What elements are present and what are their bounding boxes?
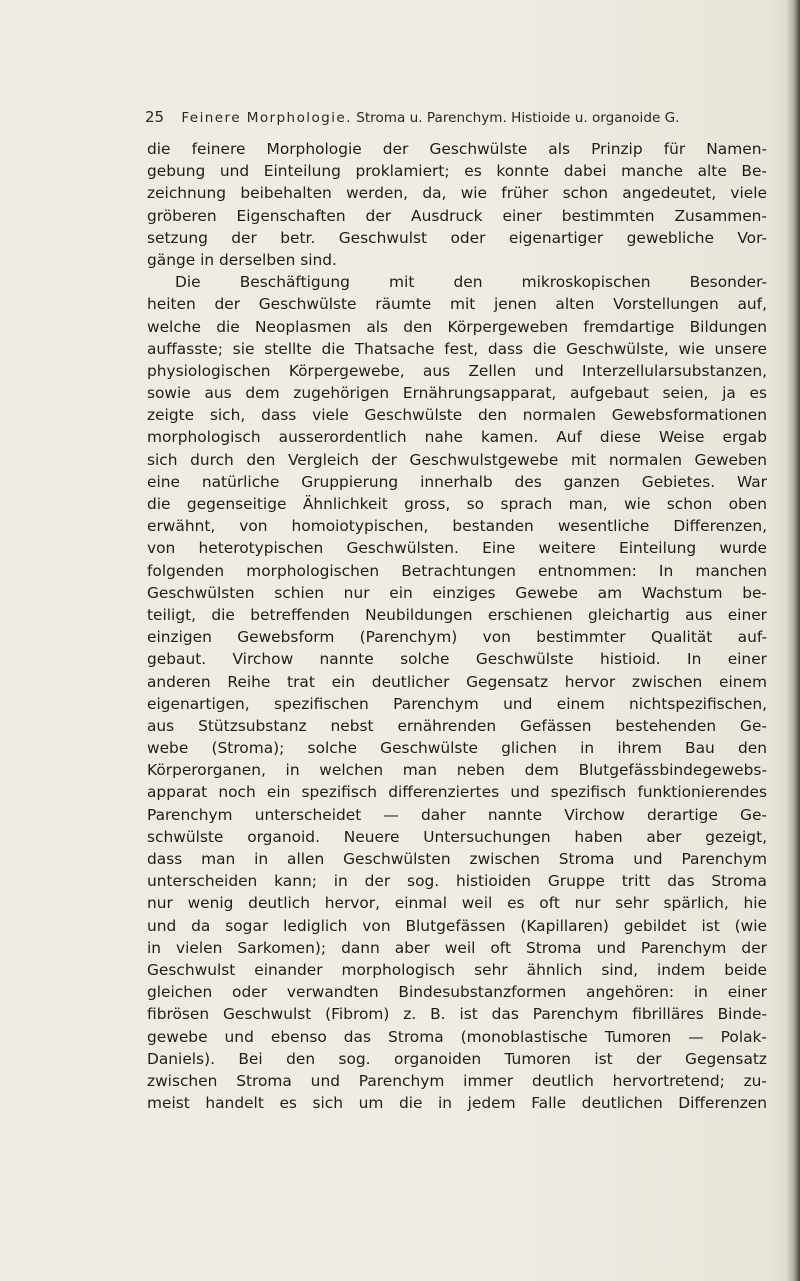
text-line: schwülste organoid. Neuere Untersuchungen haben aber gezeigt, <box>147 827 767 846</box>
text-line: gänge in derselben sind. <box>147 250 337 269</box>
text-line: welche die Neoplasmen als den Körpergeweben fremdartige Bildungen <box>147 317 767 336</box>
text-line: Geschwulst einander morphologisch sehr ähnlich sind, indem beide <box>147 960 767 979</box>
text-line: teiligt, die betreffenden Neubildungen erschienen gleichartig aus einer <box>147 605 767 624</box>
text-line: dass man in allen Geschwülsten zwischen Stroma und Parenchym <box>147 850 767 868</box>
text-line: fibrösen Geschwulst (Fibrom) z. B. ist das Parenchym fibrilläres Binde- <box>147 1005 767 1024</box>
text-line: zwischen Stroma und Parenchym immer deutlich hervortretend; zu- <box>147 1071 767 1090</box>
text-line: in vielen Sarkomen); dann aber weil oft Stroma und Parenchym der <box>147 938 767 957</box>
running-head-title: Stroma u. Parenchym. Histioide u. organoide G. <box>356 110 680 126</box>
text-line: setzung der betr. Geschwulst oder eigenartiger gewebliche Vor- <box>147 228 767 247</box>
text-line: zeigte sich, dass viele Geschwülste den normalen Gewebsformationen <box>147 406 767 425</box>
text-line: zeichnung beibehalten werden, da, wie früher schon angedeutet, viele <box>147 184 767 203</box>
text-line: heiten der Geschwülste räumte mit jenen alten Vorstellungen auf, <box>147 295 767 314</box>
text-line: gewebe und ebenso das Stroma (monoblastische Tumoren — Polak- <box>147 1027 767 1046</box>
text-line: sich durch den Vergleich der Geschwulstgewebe mit normalen Geweben <box>147 450 767 469</box>
text-line: meist handelt es sich um die in jedem Falle deutlichen Differenzen <box>147 1094 767 1113</box>
text-line: auffasste; sie stellte die Thatsache fest, dass die Geschwülste, wie unsere <box>147 339 767 358</box>
text-line: nur wenig deutlich hervor, einmal weil es oft nur sehr spärlich, hie <box>147 894 767 913</box>
running-head <box>145 108 785 126</box>
text-line: erwähnt, von homoiotypischen, bestanden wesentliche Differenzen, <box>147 517 767 536</box>
running-head-spaced-title: Feinere Morphologie. <box>181 110 352 126</box>
page-number: 25 <box>145 108 165 126</box>
text-line: folgenden morphologischen Betrachtungen entnommen: In manchen <box>147 561 767 580</box>
text-line: Körperorganen, in welchen man neben dem Blutgefässbindegewebs- <box>147 761 767 780</box>
text-line: anderen Reihe trat ein deutlicher Gegensatz hervor zwischen einem <box>147 672 767 691</box>
page-edge-shadow <box>786 0 800 1281</box>
text-line: Daniels). Bei den sog. organoiden Tumoren ist der Gegensatz <box>147 1049 767 1068</box>
body-text <box>147 138 767 1114</box>
text-line: die feinere Morphologie der Geschwülste als Prinzip für Namen- <box>147 140 767 158</box>
text-line: physiologischen Körpergewebe, aus Zellen und Interzellularsubstanzen, <box>147 361 767 380</box>
text-line: von heterotypischen Geschwülsten. Eine weitere Einteilung wurde <box>147 539 767 558</box>
text-line: Die Beschäftigung mit den mikroskopischen Besonder- <box>175 273 767 292</box>
text-line: gebaut. Virchow nannte solche Geschwülste histioid. In einer <box>147 650 767 669</box>
text-line: morphologisch ausserordentlich nahe kamen. Auf diese Weise ergab <box>147 428 767 447</box>
text-line: unterscheiden kann; in der sog. histioiden Gruppe tritt das Stroma <box>147 872 767 891</box>
text-line: apparat noch ein spezifisch differenziertes und spezifisch funktionierendes <box>147 783 767 802</box>
text-line: gleichen oder verwandten Bindesubstanzformen angehören: in einer <box>147 983 767 1002</box>
text-line: gebung und Einteilung proklamiert; es konnte dabei manche alte Be- <box>147 162 767 181</box>
text-line: die gegenseitige Ähnlichkeit gross, so sprach man, wie schon oben <box>147 495 767 513</box>
text-line: Parenchym unterscheidet — daher nannte Virchow derartige Ge- <box>147 805 767 824</box>
text-line: einzigen Gewebsform (Parenchym) von bestimmter Qualität auf- <box>147 628 767 647</box>
text-line: webe (Stroma); solche Geschwülste glichen in ihrem Bau den <box>147 739 767 758</box>
text-line: Geschwülsten schien nur ein einziges Gewebe am Wachstum be- <box>147 583 767 602</box>
text-line: aus Stützsubstanz nebst ernährenden Gefässen bestehenden Ge- <box>147 716 767 735</box>
text-line: gröberen Eigenschaften der Ausdruck einer bestimmten Zusammen- <box>147 206 767 225</box>
text-line: eigenartigen, spezifischen Parenchym und einem nichtspezifischen, <box>147 694 767 713</box>
text-line: sowie aus dem zugehörigen Ernährungsapparat, aufgebaut seien, ja es <box>147 384 767 403</box>
text-line: und da sogar lediglich von Blutgefässen (Kapillaren) gebildet ist (wie <box>147 916 767 935</box>
text-line: eine natürliche Gruppierung innerhalb des ganzen Gebietes. War <box>147 472 767 491</box>
